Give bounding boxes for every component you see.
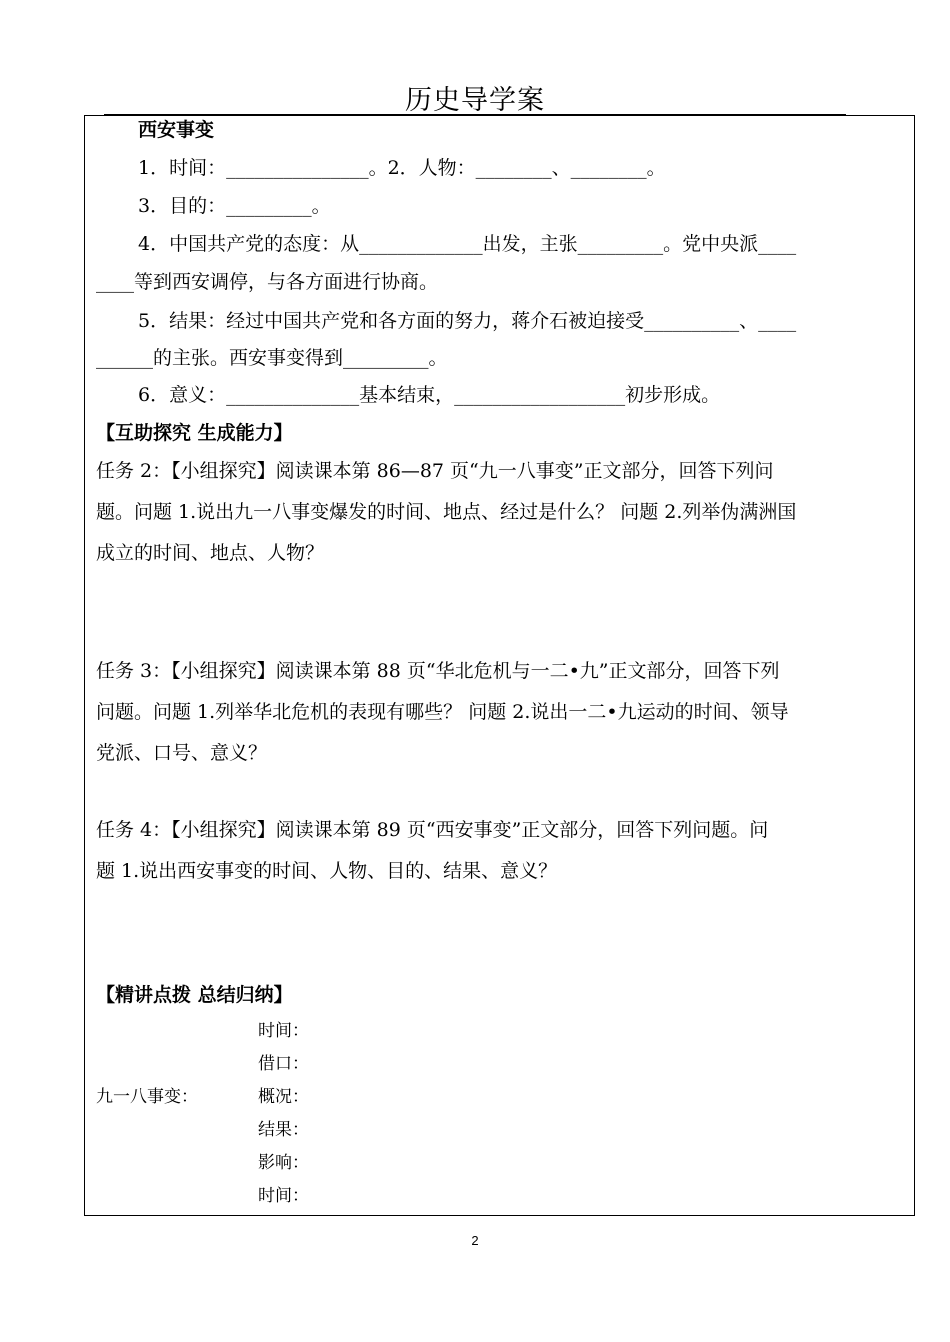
section-heading-xian: 西安事变: [138, 119, 215, 141]
page-number: 2: [471, 1233, 479, 1248]
summary-item: 时间：: [258, 1186, 309, 1206]
page-title: 历史导学案: [405, 85, 545, 116]
task2-line-3: 成立的时间、地点、人物？: [96, 542, 325, 564]
xian-line-1: 1．时间：_______________。2．人物：________、________。: [138, 157, 666, 179]
summary-item: 时间：: [258, 1021, 309, 1041]
summary-item: 借口：: [258, 1054, 309, 1074]
task3-line-3: 党派、口号、意义？: [96, 742, 268, 764]
section-heading-jingjiang: 【精讲点拨 总结归纳】: [96, 984, 293, 1006]
event-label-918: 九一八事变：: [96, 1087, 198, 1107]
xian-line-4: ____等到西安调停，与各方面进行协商。: [96, 271, 439, 293]
task3-line-2: 问题。问题 1.列举华北危机的表现有哪些？ 问题 2.说出一二•九运动的时间、领导: [96, 701, 789, 723]
xian-line-3: 4．中国共产党的态度：从_____________出发，主张_________。党中央派____: [138, 233, 797, 255]
xian-line-6: ______的主张。西安事变得到_________。: [96, 347, 448, 369]
task4-line-1: 任务 4：【小组探究】阅读课本第 89 页“西安事变”正文部分，回答下列问题。问: [96, 819, 769, 841]
summary-item: 概况：: [258, 1087, 309, 1107]
task3-line-1: 任务 3：【小组探究】阅读课本第 88 页“华北危机与一二•九”正文部分，回答下列: [96, 660, 780, 682]
task2-line-1: 任务 2：【小组探究】阅读课本第 86—87 页“九一八事变”正文部分，回答下列问: [96, 460, 774, 482]
summary-item: 结果：: [258, 1120, 309, 1140]
xian-line-2: 3．目的：_________。: [138, 195, 331, 217]
task4-line-2: 题 1.说出西安事变的时间、人物、目的、结果、意义？: [96, 860, 558, 882]
xian-line-7: 6．意义：______________基本结束，__________________初步形成。: [138, 384, 721, 406]
xian-line-5: 5．结果：经过中国共产党和各方面的努力，蒋介石被迫接受__________、____: [138, 310, 797, 332]
section-heading-huzhu: 【互助探究 生成能力】: [96, 422, 293, 444]
task2-line-2: 题。问题 1.说出九一八事变爆发的时间、地点、经过是什么？ 问题 2.列举伪满洲国: [96, 501, 797, 523]
summary-item: 影响：: [258, 1153, 309, 1173]
